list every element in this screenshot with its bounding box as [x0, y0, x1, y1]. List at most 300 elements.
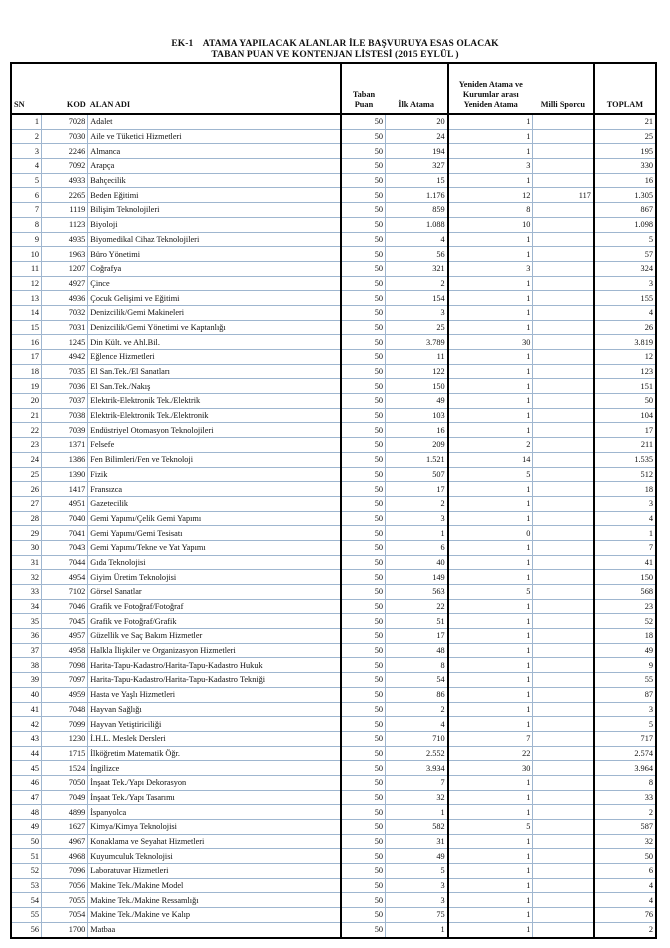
- cell-alan-adi: Grafik ve Fotoğraf/Grafik: [88, 614, 342, 629]
- cell-ilk-atama: 40: [386, 555, 448, 570]
- cell-kod: 4935: [42, 232, 88, 247]
- cell-kod: 1230: [42, 731, 88, 746]
- cell-yeniden-atama: 1: [448, 247, 533, 262]
- cell-alan-adi: Laboratuvar Hizmetleri: [88, 864, 342, 879]
- cell-kod: 1715: [42, 746, 88, 761]
- cell-ilk-atama: 1.088: [386, 217, 448, 232]
- cell-sn: 8: [11, 217, 42, 232]
- cell-kod: 7096: [42, 864, 88, 879]
- cell-sn: 9: [11, 232, 42, 247]
- cell-alan-adi: Gıda Teknolojisi: [88, 555, 342, 570]
- table-header-row: [11, 63, 656, 114]
- cell-sn: 28: [11, 511, 42, 526]
- cell-sn: 48: [11, 805, 42, 820]
- cell-ilk-atama: 11: [386, 350, 448, 365]
- cell-ilk-atama: 321: [386, 261, 448, 276]
- cell-alan-adi: Beden Eğitimi: [88, 188, 342, 203]
- cell-taban-puan: 50: [341, 614, 385, 629]
- cell-kod: 7039: [42, 423, 88, 438]
- cell-toplam: 49: [594, 643, 656, 658]
- cell-sn: 22: [11, 423, 42, 438]
- cell-ilk-atama: 3: [386, 893, 448, 908]
- cell-yeniden-atama: 1: [448, 276, 533, 291]
- cell-yeniden-atama: 1: [448, 408, 533, 423]
- cell-taban-puan: 50: [341, 849, 385, 864]
- cell-taban-puan: 50: [341, 320, 385, 335]
- cell-yeniden-atama: 1: [448, 364, 533, 379]
- cell-alan-adi: Elektrik-Elektronik Tek./Elektronik: [88, 408, 342, 423]
- cell-sn: 18: [11, 364, 42, 379]
- cell-milli-sporcu: [533, 496, 594, 511]
- cell-taban-puan: 50: [341, 629, 385, 644]
- cell-milli-sporcu: [533, 203, 594, 218]
- table-row: [11, 408, 656, 423]
- cell-yeniden-atama: 1: [448, 599, 533, 614]
- cell-sn: 6: [11, 188, 42, 203]
- header-ilk-atama: İlk Atama: [386, 63, 448, 114]
- table-row: [11, 379, 656, 394]
- cell-sn: 11: [11, 261, 42, 276]
- cell-alan-adi: Eğlence Hizmetleri: [88, 350, 342, 365]
- cell-taban-puan: 50: [341, 717, 385, 732]
- cell-milli-sporcu: [533, 217, 594, 232]
- cell-alan-adi: El San.Tek./El Sanatları: [88, 364, 342, 379]
- cell-sn: 7: [11, 203, 42, 218]
- table-row: [11, 261, 656, 276]
- cell-ilk-atama: 4: [386, 717, 448, 732]
- cell-milli-sporcu: [533, 702, 594, 717]
- cell-ilk-atama: 2: [386, 702, 448, 717]
- cell-yeniden-atama: 30: [448, 761, 533, 776]
- cell-toplam: 3.819: [594, 335, 656, 350]
- cell-sn: 3: [11, 144, 42, 159]
- cell-taban-puan: 50: [341, 585, 385, 600]
- cell-milli-sporcu: [533, 834, 594, 849]
- cell-kod: 7037: [42, 394, 88, 409]
- cell-ilk-atama: 327: [386, 159, 448, 174]
- cell-kod: 7048: [42, 702, 88, 717]
- cell-yeniden-atama: 7: [448, 731, 533, 746]
- cell-toplam: 4: [594, 878, 656, 893]
- cell-kod: 7028: [42, 114, 88, 129]
- cell-ilk-atama: 582: [386, 820, 448, 835]
- cell-kod: 7044: [42, 555, 88, 570]
- cell-sn: 5: [11, 173, 42, 188]
- cell-toplam: 33: [594, 790, 656, 805]
- cell-sn: 50: [11, 834, 42, 849]
- cell-milli-sporcu: [533, 526, 594, 541]
- cell-kod: 7036: [42, 379, 88, 394]
- header-sn: SN: [14, 100, 25, 109]
- cell-yeniden-atama: 5: [448, 820, 533, 835]
- cell-yeniden-atama: 1: [448, 570, 533, 585]
- cell-kod: 7040: [42, 511, 88, 526]
- cell-yeniden-atama: 1: [448, 540, 533, 555]
- cell-toplam: 3: [594, 496, 656, 511]
- cell-toplam: 5: [594, 232, 656, 247]
- cell-toplam: 155: [594, 291, 656, 306]
- cell-milli-sporcu: [533, 658, 594, 673]
- cell-yeniden-atama: 1: [448, 379, 533, 394]
- table-row: [11, 687, 656, 702]
- cell-sn: 23: [11, 438, 42, 453]
- table-row: [11, 467, 656, 482]
- cell-milli-sporcu: [533, 467, 594, 482]
- cell-yeniden-atama: 2: [448, 438, 533, 453]
- cell-taban-puan: 50: [341, 276, 385, 291]
- cell-alan-adi: Güzellik ve Saç Bakım Hizmetler: [88, 629, 342, 644]
- cell-toplam: 12: [594, 350, 656, 365]
- cell-milli-sporcu: [533, 761, 594, 776]
- cell-sn: 45: [11, 761, 42, 776]
- cell-yeniden-atama: 1: [448, 834, 533, 849]
- cell-alan-adi: İlköğretim Matematik Öğr.: [88, 746, 342, 761]
- cell-yeniden-atama: 1: [448, 129, 533, 144]
- cell-sn: 46: [11, 775, 42, 790]
- cell-milli-sporcu: [533, 129, 594, 144]
- cell-toplam: 55: [594, 673, 656, 688]
- cell-kod: 7092: [42, 159, 88, 174]
- cell-sn: 52: [11, 864, 42, 879]
- table-row: [11, 746, 656, 761]
- cell-alan-adi: Gemi Yapımı/Tekne ve Yat Yapımı: [88, 540, 342, 555]
- cell-milli-sporcu: [533, 775, 594, 790]
- cell-ilk-atama: 2: [386, 276, 448, 291]
- cell-milli-sporcu: [533, 731, 594, 746]
- cell-kod: 1390: [42, 467, 88, 482]
- cell-sn: 2: [11, 129, 42, 144]
- table-row: [11, 482, 656, 497]
- cell-milli-sporcu: [533, 790, 594, 805]
- cell-taban-puan: 50: [341, 159, 385, 174]
- cell-toplam: 26: [594, 320, 656, 335]
- cell-kod: 7032: [42, 305, 88, 320]
- cell-yeniden-atama: 1: [448, 775, 533, 790]
- cell-ilk-atama: 48: [386, 643, 448, 658]
- cell-sn: 26: [11, 482, 42, 497]
- cell-milli-sporcu: [533, 820, 594, 835]
- cell-toplam: 23: [594, 599, 656, 614]
- cell-milli-sporcu: [533, 320, 594, 335]
- cell-milli-sporcu: [533, 511, 594, 526]
- cell-alan-adi: İspanyolca: [88, 805, 342, 820]
- cell-toplam: 3.964: [594, 761, 656, 776]
- cell-alan-adi: Endüstriyel Otomasyon Teknolojileri: [88, 423, 342, 438]
- table-row: [11, 203, 656, 218]
- cell-ilk-atama: 17: [386, 629, 448, 644]
- cell-kod: 1700: [42, 922, 88, 937]
- cell-yeniden-atama: 1: [448, 394, 533, 409]
- cell-sn: 36: [11, 629, 42, 644]
- header-yeniden-atama: Yeniden Atama ve Kurumlar arası Yeniden Atama: [458, 80, 523, 109]
- cell-milli-sporcu: [533, 144, 594, 159]
- cell-yeniden-atama: 1: [448, 305, 533, 320]
- cell-kod: 4954: [42, 570, 88, 585]
- cell-ilk-atama: 3: [386, 878, 448, 893]
- cell-kod: 7099: [42, 717, 88, 732]
- cell-taban-puan: 50: [341, 731, 385, 746]
- cell-ilk-atama: 3.789: [386, 335, 448, 350]
- cell-yeniden-atama: 1: [448, 790, 533, 805]
- cell-yeniden-atama: 1: [448, 629, 533, 644]
- cell-taban-puan: 50: [341, 114, 385, 129]
- cell-kod: 4942: [42, 350, 88, 365]
- cell-milli-sporcu: [533, 908, 594, 923]
- cell-alan-adi: Makine Tek./Makine ve Kalıp: [88, 908, 342, 923]
- cell-kod: 4957: [42, 629, 88, 644]
- cell-alan-adi: Fransızca: [88, 482, 342, 497]
- table-row: [11, 555, 656, 570]
- cell-ilk-atama: 103: [386, 408, 448, 423]
- table-row: [11, 673, 656, 688]
- cell-toplam: 1.305: [594, 188, 656, 203]
- cell-ilk-atama: 7: [386, 775, 448, 790]
- cell-kod: 1123: [42, 217, 88, 232]
- cell-alan-adi: El San.Tek./Nakış: [88, 379, 342, 394]
- cell-alan-adi: Bahçecilik: [88, 173, 342, 188]
- cell-ilk-atama: 1.176: [386, 188, 448, 203]
- cell-alan-adi: Adalet: [88, 114, 342, 129]
- table-row: [11, 350, 656, 365]
- cell-sn: 31: [11, 555, 42, 570]
- cell-yeniden-atama: 1: [448, 291, 533, 306]
- cell-kod: 4967: [42, 834, 88, 849]
- cell-kod: 7046: [42, 599, 88, 614]
- cell-alan-adi: Denizcilik/Gemi Makineleri: [88, 305, 342, 320]
- cell-alan-adi: İnşaat Tek./Yapı Tasarımı: [88, 790, 342, 805]
- cell-ilk-atama: 31: [386, 834, 448, 849]
- cell-milli-sporcu: [533, 717, 594, 732]
- cell-kod: 7056: [42, 878, 88, 893]
- cell-toplam: 512: [594, 467, 656, 482]
- cell-sn: 30: [11, 540, 42, 555]
- cell-milli-sporcu: [533, 276, 594, 291]
- document-title-line-2: TABAN PUAN VE KONTENJAN LİSTESİ (2015 EYLÜL ): [211, 50, 459, 60]
- cell-ilk-atama: 1: [386, 526, 448, 541]
- cell-taban-puan: 50: [341, 908, 385, 923]
- cell-milli-sporcu: [533, 438, 594, 453]
- cell-milli-sporcu: [533, 673, 594, 688]
- cell-toplam: 195: [594, 144, 656, 159]
- cell-toplam: 57: [594, 247, 656, 262]
- cell-sn: 15: [11, 320, 42, 335]
- cell-milli-sporcu: [533, 893, 594, 908]
- cell-alan-adi: Kuyumculuk Teknolojisi: [88, 849, 342, 864]
- cell-toplam: 18: [594, 482, 656, 497]
- cell-taban-puan: 50: [341, 482, 385, 497]
- cell-milli-sporcu: [533, 247, 594, 262]
- cell-taban-puan: 50: [341, 511, 385, 526]
- cell-taban-puan: 50: [341, 746, 385, 761]
- cell-sn: 33: [11, 585, 42, 600]
- cell-yeniden-atama: 1: [448, 702, 533, 717]
- cell-ilk-atama: 22: [386, 599, 448, 614]
- header-toplam: TOPLAM: [594, 63, 656, 114]
- cell-toplam: 4: [594, 511, 656, 526]
- cell-taban-puan: 50: [341, 922, 385, 937]
- cell-alan-adi: Din Kült. ve Ahl.Bil.: [88, 335, 342, 350]
- cell-sn: 19: [11, 379, 42, 394]
- table-row: [11, 702, 656, 717]
- cell-yeniden-atama: 1: [448, 849, 533, 864]
- cell-taban-puan: 50: [341, 364, 385, 379]
- cell-milli-sporcu: [533, 394, 594, 409]
- cell-yeniden-atama: 1: [448, 555, 533, 570]
- cell-toplam: 7: [594, 540, 656, 555]
- cell-kod: 7043: [42, 540, 88, 555]
- cell-toplam: 9: [594, 658, 656, 673]
- cell-alan-adi: Büro Yönetimi: [88, 247, 342, 262]
- cell-toplam: 5: [594, 717, 656, 732]
- cell-taban-puan: 50: [341, 423, 385, 438]
- cell-taban-puan: 50: [341, 820, 385, 835]
- cell-ilk-atama: 86: [386, 687, 448, 702]
- cell-toplam: 1.098: [594, 217, 656, 232]
- cell-yeniden-atama: 0: [448, 526, 533, 541]
- cell-taban-puan: 50: [341, 203, 385, 218]
- cell-ilk-atama: 507: [386, 467, 448, 482]
- cell-toplam: 568: [594, 585, 656, 600]
- table-row: [11, 247, 656, 262]
- cell-ilk-atama: 2: [386, 496, 448, 511]
- table-row: [11, 144, 656, 159]
- cell-kod: 1386: [42, 452, 88, 467]
- cell-taban-puan: 50: [341, 261, 385, 276]
- cell-toplam: 211: [594, 438, 656, 453]
- cell-yeniden-atama: 1: [448, 114, 533, 129]
- cell-toplam: 16: [594, 173, 656, 188]
- cell-taban-puan: 50: [341, 496, 385, 511]
- cell-taban-puan: 50: [341, 305, 385, 320]
- cell-toplam: 123: [594, 364, 656, 379]
- cell-ilk-atama: 3: [386, 511, 448, 526]
- table-row: [11, 232, 656, 247]
- cell-ilk-atama: 209: [386, 438, 448, 453]
- cell-yeniden-atama: 1: [448, 423, 533, 438]
- cell-yeniden-atama: 5: [448, 585, 533, 600]
- cell-sn: 34: [11, 599, 42, 614]
- cell-sn: 54: [11, 893, 42, 908]
- cell-ilk-atama: 24: [386, 129, 448, 144]
- cell-ilk-atama: 1.521: [386, 452, 448, 467]
- cell-taban-puan: 50: [341, 438, 385, 453]
- cell-yeniden-atama: 1: [448, 878, 533, 893]
- cell-toplam: 52: [594, 614, 656, 629]
- table-row: [11, 717, 656, 732]
- table-row: [11, 893, 656, 908]
- cell-yeniden-atama: 1: [448, 496, 533, 511]
- cell-taban-puan: 50: [341, 452, 385, 467]
- cell-milli-sporcu: [533, 423, 594, 438]
- cell-milli-sporcu: [533, 305, 594, 320]
- cell-milli-sporcu: [533, 159, 594, 174]
- cell-sn: 51: [11, 849, 42, 864]
- cell-ilk-atama: 154: [386, 291, 448, 306]
- cell-ilk-atama: 17: [386, 482, 448, 497]
- cell-yeniden-atama: 1: [448, 350, 533, 365]
- cell-alan-adi: Çocuk Gelişimi ve Eğitimi: [88, 291, 342, 306]
- cell-taban-puan: 50: [341, 350, 385, 365]
- cell-ilk-atama: 563: [386, 585, 448, 600]
- cell-alan-adi: Hasta ve Yaşlı Hizmetleri: [88, 687, 342, 702]
- cell-sn: 17: [11, 350, 42, 365]
- cell-alan-adi: Görsel Sanatlar: [88, 585, 342, 600]
- cell-taban-puan: 50: [341, 687, 385, 702]
- cell-ilk-atama: 8: [386, 658, 448, 673]
- cell-milli-sporcu: [533, 555, 594, 570]
- table-row: [11, 394, 656, 409]
- quota-table-container: [10, 62, 657, 939]
- cell-taban-puan: 50: [341, 599, 385, 614]
- cell-taban-puan: 50: [341, 658, 385, 673]
- cell-yeniden-atama: 1: [448, 232, 533, 247]
- cell-toplam: 41: [594, 555, 656, 570]
- cell-alan-adi: Grafik ve Fotoğraf/Fotoğraf: [88, 599, 342, 614]
- cell-ilk-atama: 49: [386, 394, 448, 409]
- cell-alan-adi: İngilizce: [88, 761, 342, 776]
- cell-alan-adi: Çince: [88, 276, 342, 291]
- cell-taban-puan: 50: [341, 834, 385, 849]
- cell-alan-adi: İnşaat Tek./Yapı Dekorasyon: [88, 775, 342, 790]
- cell-kod: 7049: [42, 790, 88, 805]
- cell-alan-adi: Gemi Yapımı/Gemi Tesisatı: [88, 526, 342, 541]
- cell-taban-puan: 50: [341, 878, 385, 893]
- cell-kod: 7102: [42, 585, 88, 600]
- cell-yeniden-atama: 1: [448, 805, 533, 820]
- cell-taban-puan: 50: [341, 335, 385, 350]
- cell-taban-puan: 50: [341, 673, 385, 688]
- cell-alan-adi: Harita-Tapu-Kadastro/Harita-Tapu-Kadastro Tekniği: [88, 673, 342, 688]
- cell-yeniden-atama: 1: [448, 144, 533, 159]
- cell-yeniden-atama: 8: [448, 203, 533, 218]
- table-row: [11, 658, 656, 673]
- cell-ilk-atama: 859: [386, 203, 448, 218]
- cell-sn: 10: [11, 247, 42, 262]
- table-row: [11, 570, 656, 585]
- cell-taban-puan: 50: [341, 805, 385, 820]
- cell-kod: 1119: [42, 203, 88, 218]
- cell-toplam: 104: [594, 408, 656, 423]
- cell-alan-adi: Biyomedikal Cihaz Teknolojileri: [88, 232, 342, 247]
- cell-milli-sporcu: [533, 335, 594, 350]
- cell-alan-adi: Bilişim Teknolojileri: [88, 203, 342, 218]
- cell-kod: 1371: [42, 438, 88, 453]
- cell-taban-puan: 50: [341, 188, 385, 203]
- cell-alan-adi: Elektrik-Elektronik Tek./Elektrik: [88, 394, 342, 409]
- table-row: [11, 834, 656, 849]
- cell-yeniden-atama: 1: [448, 922, 533, 937]
- cell-kod: 7030: [42, 129, 88, 144]
- table-row: [11, 496, 656, 511]
- cell-kod: 7045: [42, 614, 88, 629]
- cell-toplam: 50: [594, 394, 656, 409]
- table-row: [11, 775, 656, 790]
- cell-yeniden-atama: 22: [448, 746, 533, 761]
- table-row: [11, 908, 656, 923]
- cell-ilk-atama: 32: [386, 790, 448, 805]
- cell-ilk-atama: 150: [386, 379, 448, 394]
- cell-milli-sporcu: [533, 452, 594, 467]
- cell-toplam: 25: [594, 129, 656, 144]
- table-row: [11, 629, 656, 644]
- cell-milli-sporcu: [533, 364, 594, 379]
- cell-alan-adi: Denizcilik/Gemi Yönetimi ve Kaptanlığı: [88, 320, 342, 335]
- cell-yeniden-atama: 1: [448, 658, 533, 673]
- cell-toplam: 867: [594, 203, 656, 218]
- cell-kod: 7038: [42, 408, 88, 423]
- cell-alan-adi: Hayvan Sağlığı: [88, 702, 342, 717]
- cell-ilk-atama: 194: [386, 144, 448, 159]
